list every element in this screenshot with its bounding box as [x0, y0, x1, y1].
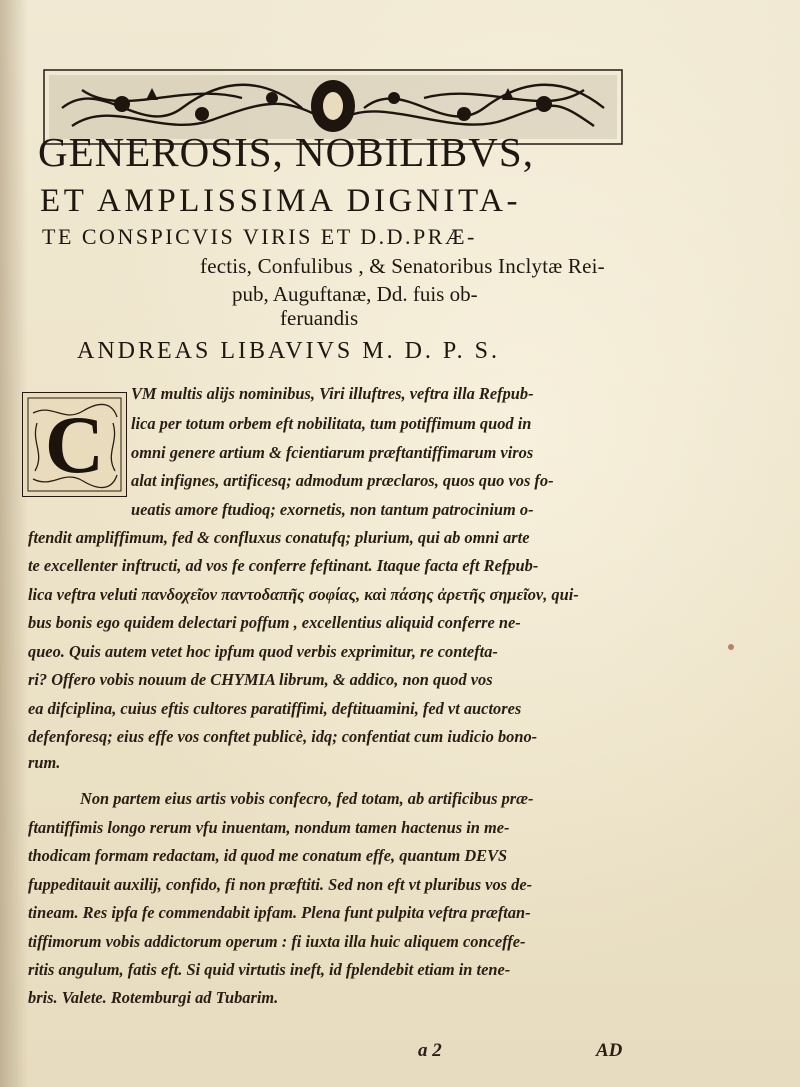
body-line: fuppeditauit auxilij, confido, fi non præftiti. Sed non eft vt pluribus vos de- [28, 875, 533, 894]
body-line: bus bonis ego quidem delectari poffum , excellentius aliquid conferre ne- [28, 613, 521, 632]
body-line: Non partem eius artis vobis confecro, fed totam, ab artificibus præ- [80, 789, 534, 808]
catchword: AD [596, 1040, 623, 1061]
dedication-line-1: GENEROSIS, NOBILIBVS, [38, 129, 534, 175]
body-line: omni genere artium & fcientiarum præftantiffimarum viros [131, 443, 534, 462]
ink-spot [728, 644, 734, 650]
body-line: ritis angulum, fatis eft. Si quid virtutis ineft, id fplendebit etiam in tene- [28, 960, 511, 979]
body-line: thodicam formam redactam, id quod me conatum effe, quantum DEVS [28, 846, 508, 865]
author-line: ANDREAS LIBAVIVS M. D. P. S. [77, 338, 500, 364]
body-line: defenforesq; eius effe vos conftet publicè, idq; confentiat cum iudicio bono- [28, 727, 538, 746]
body-line: ea difciplina, cuius eftis cultores paratiffimi, deftituamini, fed vt auctores [28, 699, 522, 718]
body-line: queo. Quis autem vetet hoc ipfum quod verbis exprimitur, re contefta- [28, 642, 498, 661]
body-line: tiffimorum vobis addictorum operum : fi iuxta illa huic aliquem conceffe- [28, 932, 526, 951]
body-line: bris. Valete. Rotemburgi ad Tubarim. [28, 988, 279, 1007]
body-line: ueatis amore ftudioq; exornetis, non tantum patrocinium o- [131, 500, 534, 519]
initial-letter: C [44, 398, 105, 490]
body-line: ftantiffimis longo rerum vfu inuentam, nondum tamen hactenus in me- [28, 818, 510, 837]
body-line: te excellenter inftructi, ad vos fe conferre feftinant. Itaque facta eft Refpub- [28, 556, 539, 575]
signature-mark: a 2 [418, 1040, 442, 1061]
binding-shadow [0, 0, 28, 1087]
body-line: tineam. Res ipfa fe commendabit ipfam. Plena funt pulpita veftra præftan- [28, 903, 531, 922]
decorated-initial [22, 392, 127, 497]
body-line: lica per totum orbem eft nobilitata, tum potiffimum quod in [131, 414, 532, 433]
body-line: rum. [28, 753, 61, 772]
body-line: VM multis alijs nominibus, Viri illuftres, veftra illa Refpub- [131, 384, 534, 403]
body-line: lica veftra veluti πανδοχεῖον παντοδαπῆς σοφίας, καὶ πάσης ἀρετῆς σημεῖον, qui- [28, 585, 579, 604]
body-line: ri? Offero vobis nouum de CHYMIA librum, & addico, non quod vos [28, 670, 493, 689]
dedication-line-3: TE CONSPICVIS VIRIS ET D.D.PRÆ- [42, 224, 477, 249]
dedication-line-5: pub, Auguftanæ, Dd. fuis ob- [232, 282, 478, 306]
dedication-line-4: fectis, Confulibus , & Senatoribus Inclytæ Rei- [200, 254, 605, 278]
body-line: ftendit ampliffimum, fed & confluxus conatufq; plurium, qui ab omni arte [28, 528, 530, 547]
body-line: alat infignes, artificesq; admodum præclaros, quos quo vos fo- [131, 471, 554, 490]
dedication-line-6: feruandis [280, 306, 359, 330]
dedication-line-2: ET AMPLISSIMA DIGNITA- [40, 183, 522, 219]
